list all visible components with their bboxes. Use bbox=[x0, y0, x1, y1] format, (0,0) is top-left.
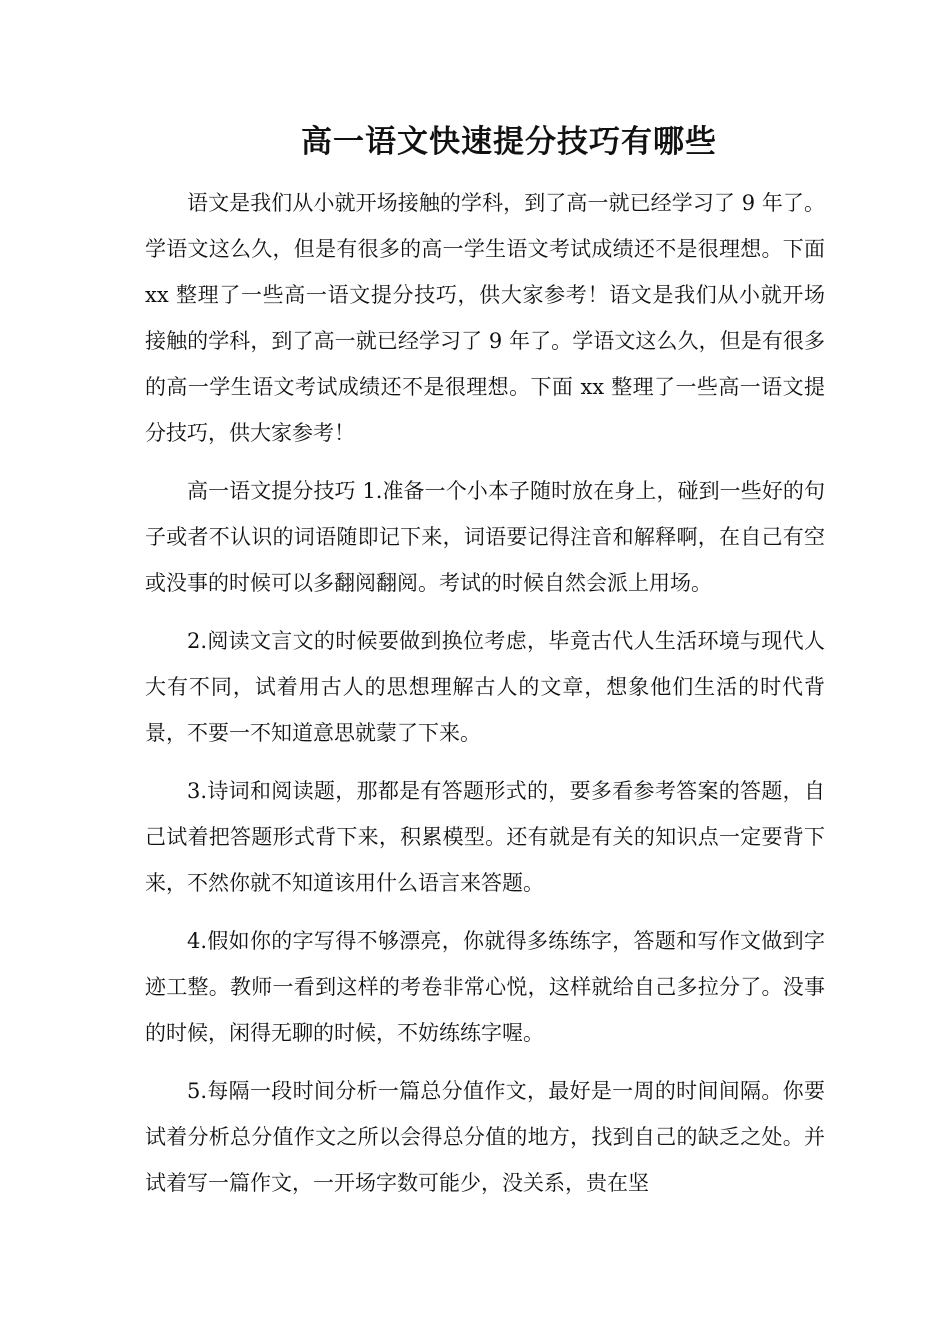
document-title: 高一语文快速提分技巧有哪些 bbox=[301, 124, 717, 160]
document-body bbox=[145, 180, 825, 1218]
tip-2-paragraph: 2.阅读文言文的时候要做到换位考虑，毕竟古代人生活环境与现代人大有不同，试着用古人的思想理解古人的文章，想象他们生活的时代背景，不要一不知道意思就蒙了下来。 bbox=[145, 629, 825, 745]
tip-1-paragraph: 高一语文提分技巧 1.准备一个小本子随时放在身上，碰到一些好的句子或者不认识的词语随即记下来，词语要记得注音和解释啊，在自己有空或没事的时候可以多翻阅翻阅。考试的时候自然会派上用场。 bbox=[145, 479, 825, 595]
tip-4-paragraph: 4.假如你的字写得不够漂亮，你就得多练练字，答题和写作文做到字迹工整。教师一看到这样的考卷非常心悦，这样就给自己多拉分了。没事的时候，闲得无聊的时候，不妨练练字喔。 bbox=[145, 929, 825, 1045]
tip-5-paragraph: 5.每隔一段时间分析一篇总分值作文，最好是一周的时间间隔。你要试着分析总分值作文之所以会得总分值的地方，找到自己的缺乏之处。并试着写一篇作文，一开场字数可能少，没关系，贵在坚 bbox=[145, 1079, 825, 1195]
intro-paragraph: 语文是我们从小就开场接触的学科，到了高一就已经学习了 9 年了。学语文这么久，但是有很多的高一学生语文考试成绩还不是很理想。下面 xx 整理了一些高一语文提分技巧，供大家参考！语文是我们从小就开场接触的学科，到了高一就已经学习了 9 年了。学语文这么久，但是有很多的高一学生语文考试成绩还不是很理想。下面 xx 整理了一些高一语文提分技巧，供大家参考！ bbox=[145, 191, 825, 445]
tip-3-paragraph: 3.诗词和阅读题，那都是有答题形式的，要多看参考答案的答题，自己试着把答题形式背下来，积累模型。还有就是有关的知识点一定要背下来，不然你就不知道该用什么语言来答题。 bbox=[145, 779, 825, 895]
